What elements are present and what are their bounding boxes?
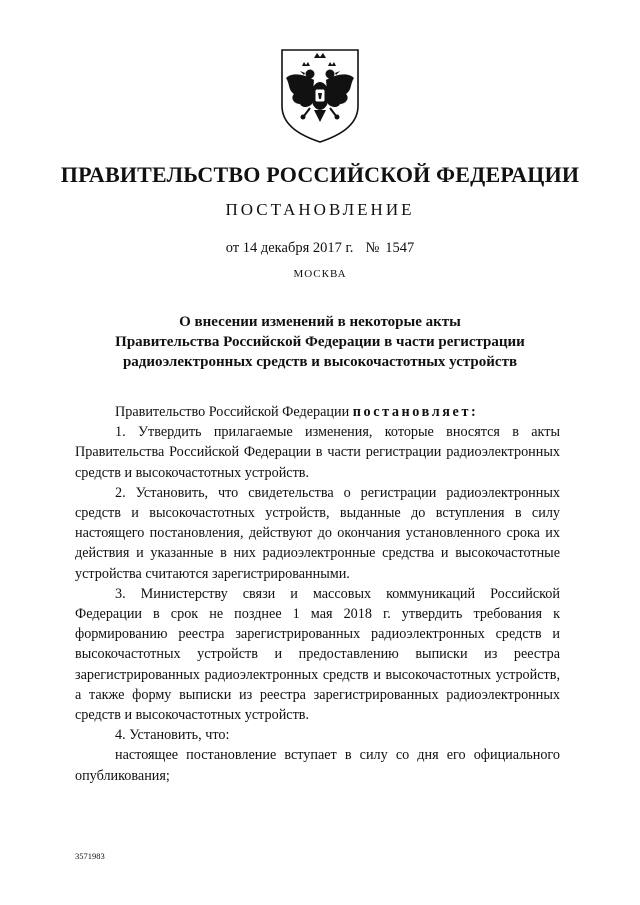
preamble-spaced: постановляет: (352, 404, 479, 420)
body-paragraph: 4. Установить, что: (115, 727, 230, 744)
document-date: от 14 декабря 2017 г. (225, 240, 354, 256)
double-headed-eagle-emblem-icon (274, 44, 366, 144)
subject-line: О внесении изменений в некоторые акты (179, 314, 461, 330)
government-title: ПРАВИТЕЛЬСТВО РОССИЙСКОЙ ФЕДЕРАЦИИ (60, 162, 580, 187)
document-body (75, 402, 560, 786)
date-number-line (0, 240, 640, 257)
body-paragraph: настоящее постановление вступает в силу со дня его официального опубликования; (75, 747, 560, 784)
body-paragraph: 1. Утвердить прилагаемые изменения, которые вносятся в акты Правительства Российской Федерации в части регистрации радиоэлектронных средств и высокочастотных устройств. (75, 424, 560, 481)
document-id: 3571983 (75, 851, 105, 861)
document-subject (0, 312, 640, 372)
number-sign: № (365, 240, 380, 256)
document-number: 1547 (385, 240, 415, 256)
preamble-paragraph (75, 402, 560, 422)
document-type: ПОСТАНОВЛЕНИЕ (225, 200, 415, 219)
preamble-text: Правительство Российской Федерации (115, 404, 350, 420)
subject-line: Правительства Российской Федерации в части регистрации (115, 334, 525, 350)
body-paragraph: 3. Министерству связи и массовых коммуникаций Российской Федерации в срок не позднее 1 мая 2018 г. утвердить требования к формированию реестра зарегистрированных радиоэлектронных средств и высокочастотных устройств и предоставлению выписки из реестра зарегистрированных радиоэлектронных средств и высокочастотных устройств, а также форму выписки из реестра зарегистрированных радиоэлектронных средств и высокочастотных устройств. (75, 585, 560, 724)
city: МОСКВА (293, 268, 347, 280)
subject-line: радиоэлектронных средств и высокочастотных устройств (122, 354, 518, 370)
body-paragraph: 2. Установить, что свидетельства о регистрации радиоэлектронных средств и высокочастотных устройств, выданные до вступления в силу настоящего постановления, действуют до окончания установленного срока их действия и указанные в них радиоэлектронные средства и высокочастотные устройства считаются зарегистрированными. (75, 484, 560, 582)
